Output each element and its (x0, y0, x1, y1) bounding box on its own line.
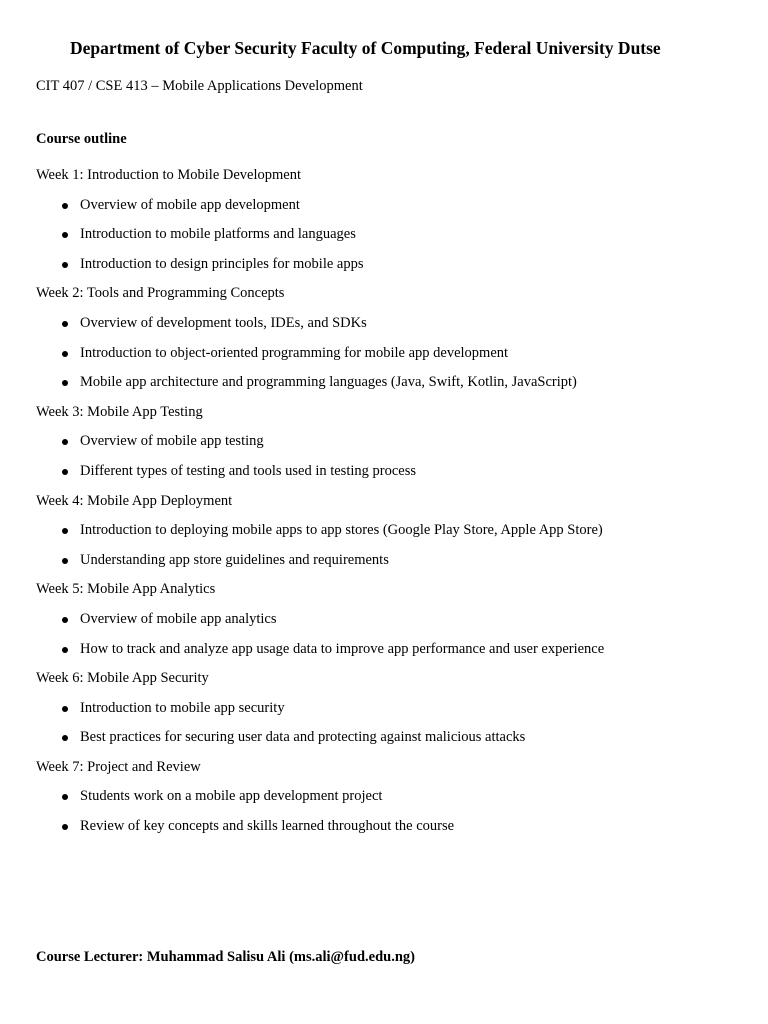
bullet-icon (62, 735, 68, 741)
topic-text: Introduction to deploying mobile apps to app stores (Google Play Store, Apple App Store) (80, 522, 603, 539)
week-section (36, 493, 604, 582)
bullet-icon (62, 617, 68, 623)
bullet-icon (62, 351, 68, 357)
course-outline-heading: Course outline (36, 131, 127, 147)
list-item (36, 315, 604, 345)
course-outline (36, 167, 604, 848)
topic-text: Introduction to mobile platforms and languages (80, 226, 356, 243)
list-item (36, 433, 604, 463)
list-item (36, 729, 604, 759)
bullet-icon (62, 203, 68, 209)
week-section (36, 285, 604, 403)
week-heading: Week 2: Tools and Programming Concepts (36, 285, 285, 302)
topic-list (36, 433, 604, 492)
bullet-icon (62, 794, 68, 800)
week-section (36, 759, 604, 848)
topic-text: How to track and analyze app usage data to improve app performance and user experience (80, 640, 605, 657)
topic-text: Overview of mobile app testing (80, 433, 264, 450)
course-lecturer: Course Lecturer: Muhammad Salisu Ali (ms.ali@fud.edu.ng) (36, 949, 415, 965)
topic-text: Introduction to object-oriented programming for mobile app development (80, 344, 509, 361)
week-section (36, 670, 604, 759)
list-item (36, 552, 604, 582)
topic-text: Overview of development tools, IDEs, and SDKs (80, 314, 367, 331)
week-section (36, 404, 604, 493)
topic-text: Introduction to mobile app security (80, 699, 285, 716)
week-section (36, 581, 604, 670)
bullet-icon (62, 232, 68, 238)
course-code: CIT 407 / CSE 413 – Mobile Applications Development (36, 78, 363, 94)
bullet-icon (62, 321, 68, 327)
bullet-icon (62, 439, 68, 445)
topic-text: Students work on a mobile app development project (80, 788, 383, 805)
topic-list (36, 700, 604, 759)
week-section (36, 167, 604, 285)
list-item (36, 256, 604, 286)
list-item (36, 818, 604, 848)
topic-text: Overview of mobile app analytics (80, 610, 277, 627)
topic-list (36, 611, 604, 670)
list-item (36, 197, 604, 227)
bullet-icon (62, 706, 68, 712)
topic-text: Understanding app store guidelines and requirements (80, 551, 389, 568)
list-item (36, 522, 604, 552)
list-item (36, 463, 604, 493)
topic-list (36, 315, 604, 404)
week-heading: Week 6: Mobile App Security (36, 670, 209, 687)
topic-text: Different types of testing and tools used in testing process (80, 462, 416, 479)
topic-text: Introduction to design principles for mobile apps (80, 255, 364, 272)
list-item (36, 641, 604, 671)
week-heading: Week 5: Mobile App Analytics (36, 581, 216, 598)
topic-text: Best practices for securing user data and protecting against malicious attacks (80, 729, 526, 746)
bullet-icon (62, 380, 68, 386)
week-heading: Week 1: Introduction to Mobile Development (36, 167, 302, 183)
document-title: Department of Cyber Security Faculty of Computing, Federal University Dutse (70, 38, 661, 58)
bullet-icon (62, 528, 68, 534)
bullet-icon (62, 469, 68, 475)
bullet-icon (62, 558, 68, 564)
list-item (36, 700, 604, 730)
bullet-icon (62, 647, 68, 653)
topic-text: Overview of mobile app development (80, 196, 300, 213)
week-heading: Week 7: Project and Review (36, 758, 201, 775)
topic-list (36, 522, 604, 581)
week-heading: Week 4: Mobile App Deployment (36, 492, 233, 509)
topic-text: Review of key concepts and skills learned throughout the course (80, 818, 455, 835)
list-item (36, 374, 604, 404)
week-heading: Week 3: Mobile App Testing (36, 403, 203, 420)
list-item (36, 611, 604, 641)
topic-list (36, 788, 604, 847)
list-item (36, 226, 604, 256)
topic-list (36, 197, 604, 286)
list-item (36, 788, 604, 818)
bullet-icon (62, 824, 68, 830)
topic-text: Mobile app architecture and programming languages (Java, Swift, Kotlin, JavaScript) (80, 374, 577, 391)
list-item (36, 345, 604, 375)
bullet-icon (62, 262, 68, 268)
